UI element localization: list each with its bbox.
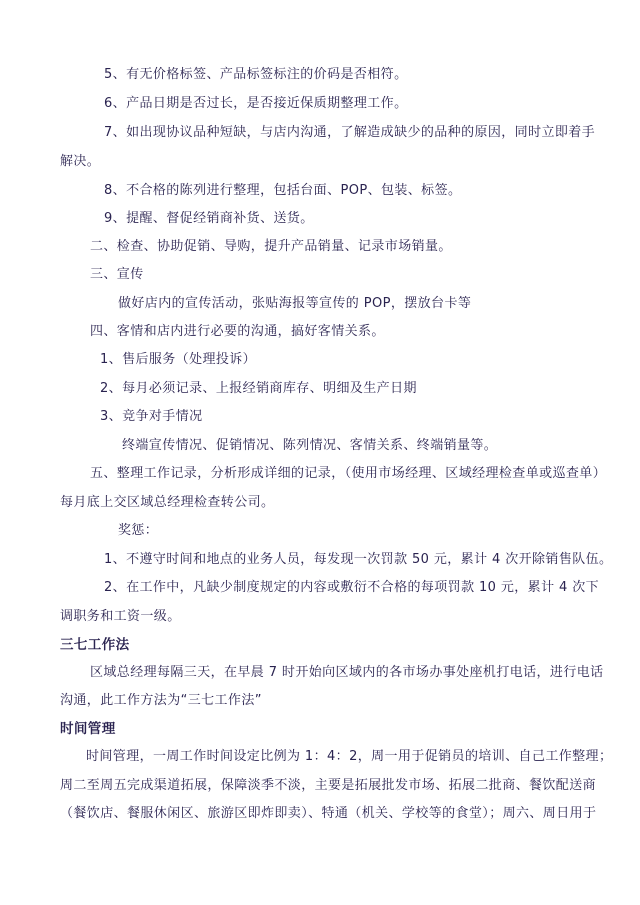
section-5-heading: 五、整理工作记录，分析形成详细的记录，（使用市场经理、区域经理检查单或巡查单） — [90, 466, 607, 481]
three-seven-method-body: 区域总经理每隔三天，在早晨 7 时开始向区域内的各市场办事处座机打电话，进行电话 — [90, 665, 604, 680]
penalty-item-2: 2、在工作中，凡缺少制度规定的内容或敷衍不合格的每项罚款 10 元，累计 4 次下 — [104, 580, 600, 595]
section-3-heading: 三、宣传 — [90, 267, 144, 282]
time-management-heading: 时间管理 — [60, 721, 116, 737]
section-4-item-1: 1、售后服务（处理投诉） — [100, 352, 257, 367]
rewards-penalties-heading: 奖惩： — [118, 523, 159, 538]
penalty-item-2-continued: 调职务和工资一级。 — [60, 609, 181, 624]
section-4-item-2: 2、每月必须记录、上报经销商库存、明细及生产日期 — [100, 381, 417, 396]
section-4-heading: 四、客情和店内进行必要的沟通，搞好客情关系。 — [90, 324, 385, 339]
section-2-heading: 二、检查、协助促销、导购，提升产品销量、记录市场销量。 — [90, 239, 452, 254]
time-management-body-3: （餐饮店、餐服休闲区、旅游区即炸即卖）、特通（机关、学校等的食堂）；周六、周日用于 — [60, 806, 597, 821]
section-3-body: 做好店内的宣传活动，张贴海报等宣传的 POP，摆放台卡等 — [118, 296, 472, 311]
section-5-continued: 每月底上交区域总经理检查转公司。 — [60, 495, 275, 510]
list-item-6: 6、产品日期是否过长，是否接近保质期整理工作。 — [104, 96, 408, 111]
section-4-item-3: 3、竞争对手情况 — [100, 409, 203, 424]
list-item-9: 9、提醒、督促经销商补货、送货。 — [104, 211, 314, 226]
three-seven-method-heading: 三七工作法 — [60, 637, 130, 653]
time-management-body-2: 周二至周五完成渠道拓展，保障淡季不淡，主要是拓展批发市场、拓展二批商、餐饮配送商 — [60, 778, 597, 793]
list-item-7: 7、如出现协议品种短缺，与店内沟通，了解造成缺少的品种的原因，同时立即着手 — [104, 125, 596, 140]
section-4-item-3-body: 终端宣传情况、促销情况、陈列情况、客情关系、终端销量等。 — [122, 438, 498, 453]
three-seven-method-body-continued: 沟通，此工作方法为“三七工作法” — [60, 693, 262, 708]
list-item-7-continued: 解决。 — [60, 154, 101, 169]
penalty-item-1: 1、不遵守时间和地点的业务人员，每发现一次罚款 50 元，累计 4 次开除销售队伍。 — [104, 552, 613, 567]
list-item-5: 5、有无价格标签、产品标签标注的价码是否相符。 — [104, 67, 408, 82]
time-management-body-1: 时间管理，一周工作时间设定比例为 1：4：2，周一用于促销员的培训、自己工作整理； — [86, 749, 613, 764]
list-item-8: 8、不合格的陈列进行整理，包括台面、POP、包装、标签。 — [104, 183, 462, 198]
